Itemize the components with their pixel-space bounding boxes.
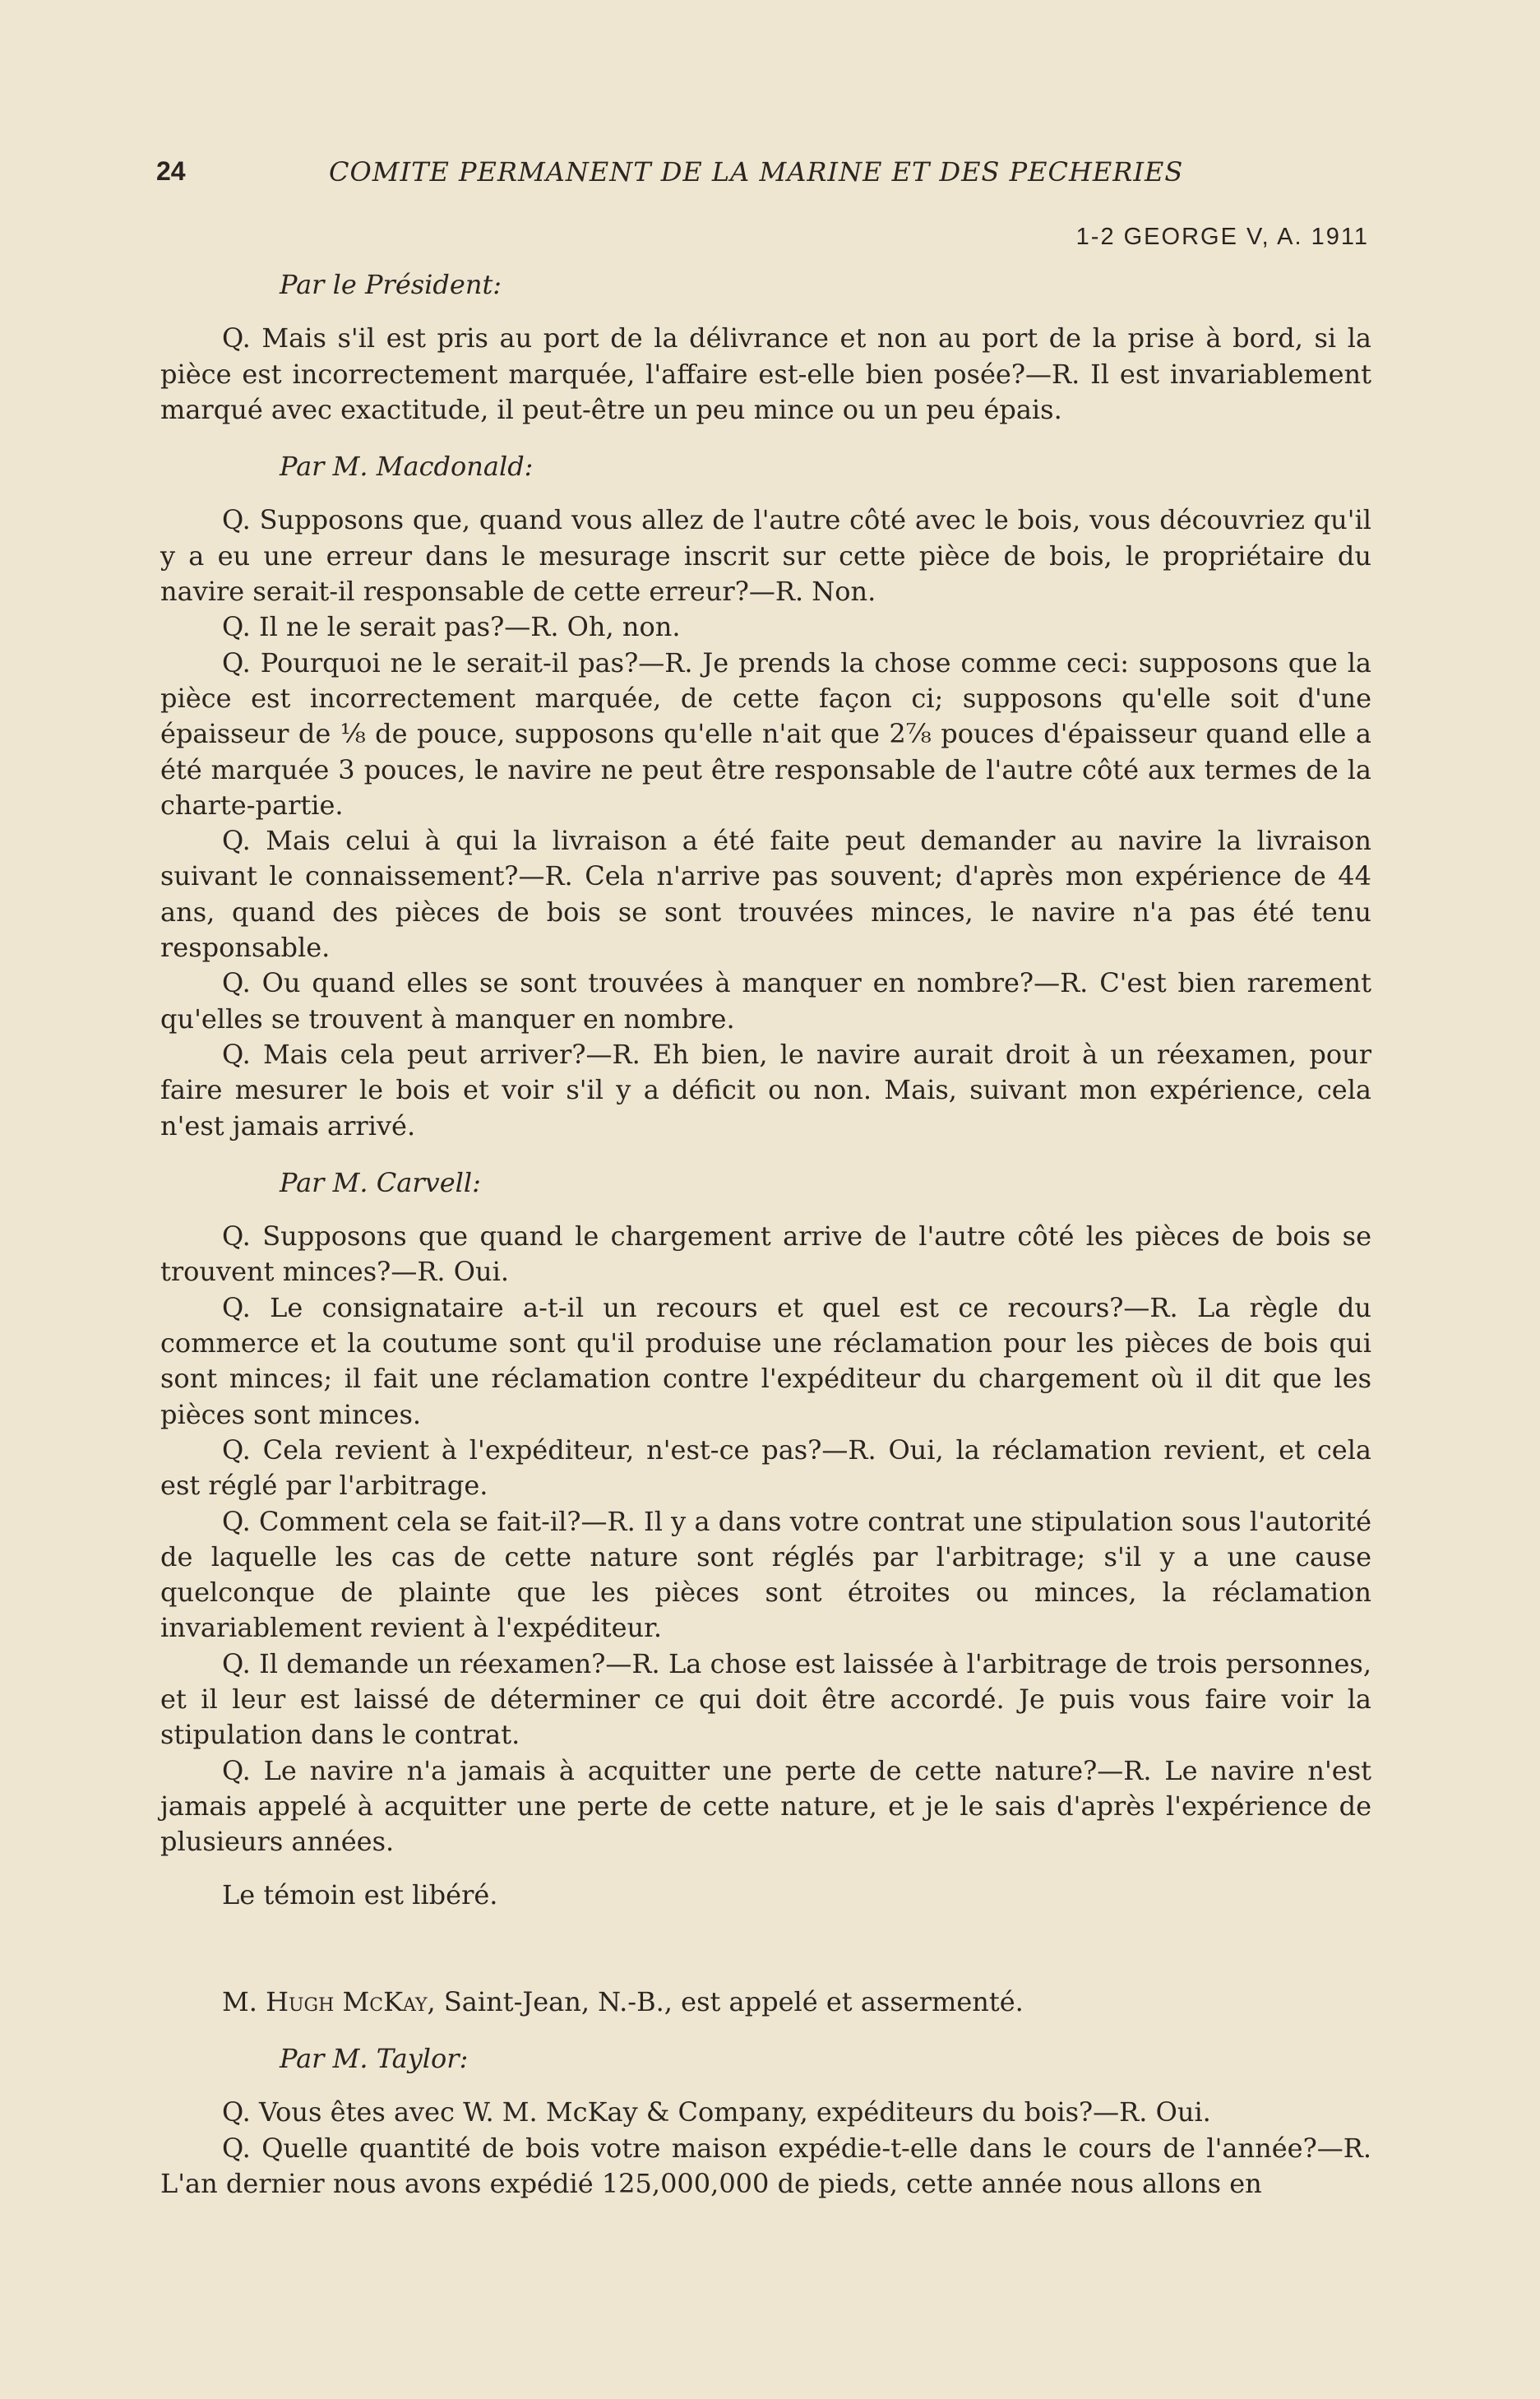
witness-prefix: M. [222,1985,266,2017]
speaker-heading: Par le Président: [280,269,502,300]
transcript-body [160,267,1371,2202]
session-line: 1-2 GEORGE V, A. 1911 [1075,224,1369,250]
speaker-heading: Par M. Carvell: [280,1166,481,1198]
witness-rest: , Saint-Jean, N.-B., est appelé et assermenté. [427,1985,1024,2017]
paragraph: Q. Comment cela se fait-il?—R. Il y a dans votre contrat une stipulation sous l'autorité de laquelle les cas de cette nature sont réglés par l'arbitrage; s'il y a une cause quelconque de plainte que les pièces sont étroites ou minces, la réclamation invariablement revient à l'expéditeur. [160,1505,1371,1644]
paragraph: Q. Le consignataire a-t-il un recours et quel est ce recours?—R. La règle du commerce et la coutume sont qu'il produise une réclamation pour les pièces de bois qui sont minces; il fait une réclamation contre l'expéditeur du chargement où il dit que les pièces sont minces. [160,1291,1371,1430]
paragraph: Q. Mais s'il est pris au port de la délivrance et non au port de la prise à bord, si la pièce est incorrectement marquée, l'affaire est-elle bien posée?—R. Il est invariablement marqué avec exactitude, il peut-être un peu mince ou un peu épais. [160,322,1371,425]
witness-discharged: Le témoin est libéré. [222,1879,498,1911]
paragraph: Q. Il ne le serait pas?—R. Oh, non. [222,611,681,643]
speaker-heading: Par M. Macdonald: [280,451,534,483]
paragraph: Q. Mais cela peut arriver?—R. Eh bien, le navire aurait droit à un réexamen, pour faire mesurer le bois et voir s'il y a déficit ou non. Mais, suivant mon expérience, cela n'est jamais arrivé. [160,1038,1371,1142]
paragraph: Q. Supposons que, quand vous allez de l'autre côté avec le bois, vous découvriez qu'il y a eu une erreur dans le mesurage inscrit sur cette pièce de bois, le propriétaire du navire serait-il responsable de cette erreur?—R. Non. [160,504,1371,608]
speaker-heading: Par M. Taylor: [280,2043,469,2075]
paragraph: Q. Cela revient à l'expéditeur, n'est-ce pas?—R. Oui, la réclamation revient, et cela est réglé par l'arbitrage. [160,1433,1371,1502]
paragraph: Q. Pourquoi ne le serait-il pas?—R. Je prends la chose comme ceci: supposons que la pièce est incorrectement marquée, de cette façon ci; supposons qu'elle soit d'une épaisseur de ⅛ de pouce, supposons qu'elle n'ait que 2⅞ pouces d'épaisseur quand elle a été marquée 3 pouces, le navire ne peut être responsable de l'autre côté aux termes de la charte-partie. [160,646,1371,821]
running-title: COMITE PERMANENT DE LA MARINE ET DES PECHERIES [329,156,1184,188]
paragraph: Q. Ou quand elles se sont trouvées à manquer en nombre?—R. C'est bien rarement qu'elles se trouvent à manquer en nombre. [160,967,1371,1035]
paragraph: Q. Le navire n'a jamais à acquitter une perte de cette nature?—R. Le navire n'est jamais appelé à acquitter une perte de cette nature, et je le sais d'après l'expérience de plusieurs années. [160,1754,1371,1858]
paragraph: Q. Mais celui à qui la livraison a été faite peut demander au navire la livraison suivant le connaissement?—R. Cela n'arrive pas souvent; d'après mon expérience de 44 ans, quand des pièces de bois se sont trouvées minces, le navire n'a pas été tenu responsable. [160,825,1371,964]
paragraph: Q. Supposons que quand le chargement arrive de l'autre côté les pièces de bois se trouvent minces?—R. Oui. [160,1220,1371,1288]
paragraph: Q. Il demande un réexamen?—R. La chose est laissée à l'arbitrage de trois personnes, et il leur est laissé de déterminer ce qui doit être accordé. Je puis vous faire voir la stipulation dans le contrat. [160,1647,1371,1751]
paragraph: Q. Quelle quantité de bois votre maison expédie-t-elle dans le cours de l'année?—R. L'an dernier nous avons expédié 125,000,000 de pieds, cette année nous allons en [160,2132,1371,2199]
running-head [156,156,1373,188]
witness-sworn [160,1985,1371,2020]
page-number: 24 [156,156,186,186]
paragraph: Q. Vous êtes avec W. M. McKay & Company, expéditeurs du bois?—R. Oui. [222,2096,1211,2128]
witness-name: Hugh McKay [266,1985,428,2017]
